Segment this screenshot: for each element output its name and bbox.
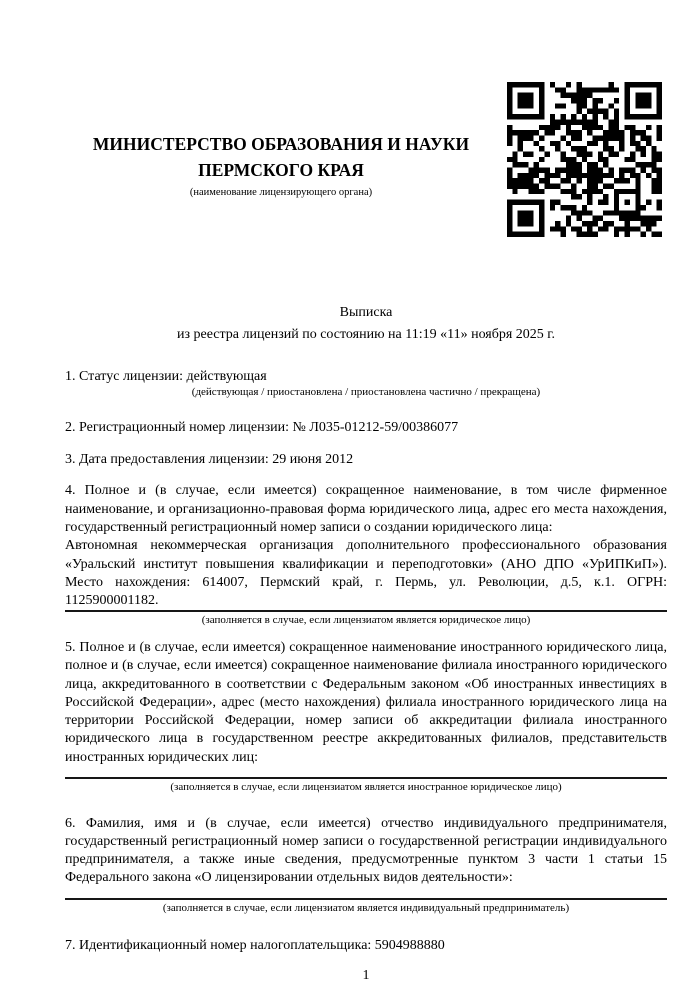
grant-date-line: 3. Дата предоставления лицензии: 29 июня 2012 — [65, 451, 354, 467]
registration-number-line: 2. Регистрационный номер лицензии: № Л035-01212-59/00386077 — [65, 419, 459, 435]
fill-in-rule-legal-entity — [65, 610, 667, 612]
document-body — [65, 368, 667, 985]
licensing-authority-header — [65, 131, 497, 199]
foreign-entity-clause: 5. Полное и (в случае, если имеется) сокращенное наименование иностранного юридического лица, полное и (в случае, если имеется) сокращенное наименование филиала иностранного юридического лица, аккредитованного в соответствии с Федеральным законом «Об иностранных инвестициях в Российской Федерации», адрес (место нахождения) филиала иностранного юридического лица на территории Российской Федерации, номер записи об аккредитации филиала иностранного юридического лица в государственном реестре аккредитованных филиалов, представительств иностранных юридических лиц: — [65, 639, 667, 765]
legal-entity-clause: 4. Полное и (в случае, если имеется) сокращенное наименование, в том числе фирменное наименование, и организационно-правовая форма юридического лица, адрес его места нахождения, государственный регистрационный номер записи о создании юридического лица: — [65, 483, 667, 535]
qr-code-icon — [507, 82, 662, 237]
ministry-name-line1: МИНИСТЕРСТВО ОБРАЗОВАНИЯ И НАУКИ — [92, 134, 470, 154]
inn-line: 7. Идентификационный номер налогоплательщика: 5904988880 — [65, 938, 445, 954]
fill-in-rule-entrepreneur — [65, 898, 667, 900]
document-subtitle: из реестра лицензий по состоянию на 11:19 «11» ноября 2025 г. — [177, 326, 555, 342]
legal-entity-footnote: (заполняется в случае, если лицензиатом является юридическое лицо) — [201, 614, 531, 627]
fill-in-rule-foreign-entity — [65, 777, 667, 779]
document-title: Выписка — [339, 305, 393, 320]
legal-entity-value: Автономная некоммерческая организация дополнительного профессионального образования «Уральский институт повышения квалификации и переподготовки» (АНО ДПО «УрИПКиП»). Место нахождения: 614007, Пермский край, г. Пермь, ул. Революции, д.5, к.1. ОГРН: 1125900001182. — [65, 538, 667, 609]
ministry-caption: (наименование лицензирующего органа) — [189, 187, 373, 198]
entrepreneur-footnote: (заполняется в случае, если лицензиатом является индивидуальный предприниматель) — [162, 901, 570, 914]
status-options-note: (действующая / приостановлена / приостановлена частично / прекращена) — [191, 386, 541, 399]
document-title-block — [65, 302, 667, 345]
foreign-entity-footnote: (заполняется в случае, если лицензиатом является иностранное юридическое лицо) — [170, 781, 562, 794]
page-number: 1 — [362, 967, 370, 983]
license-status-line: 1. Статус лицензии: действующая — [65, 369, 267, 384]
entrepreneur-clause: 6. Фамилия, имя и (в случае, если имеется) отчество индивидуального предпринимателя, государственный регистрационный номер записи о государственной регистрации индивидуального предпринимателя, а также иные сведения, предусмотренные пунктом 3 части 1 статьи 15 Федерального закона «О лицензировании отдельных видов деятельности»: — [65, 815, 667, 886]
ministry-name-line2: ПЕРМСКОГО КРАЯ — [198, 160, 364, 180]
